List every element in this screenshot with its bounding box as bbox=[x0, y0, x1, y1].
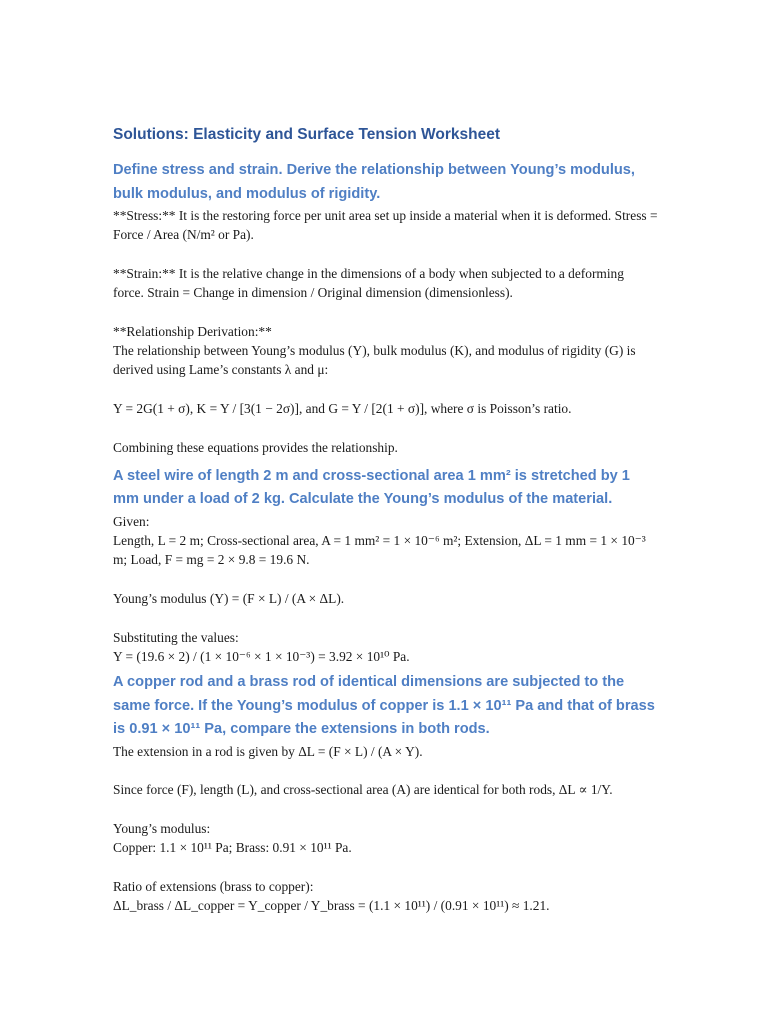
answer-line: Young’s modulus (Y) = (F × L) / (A × ΔL). bbox=[113, 591, 345, 607]
answer-line: The relationship between Young’s modulus (Y), bulk modulus (K), and modulus of rigidity (G) is derived using Lame’s constants λ and μ: bbox=[113, 343, 639, 378]
answer-line: Given: bbox=[113, 513, 150, 529]
question-heading: A steel wire of length 2 m and cross-sectional area 1 mm² is stretched by 1 mm under a load of 2 kg. Calculate the Young’s modulus of the material. bbox=[113, 467, 630, 508]
answer-line: The extension in a rod is given by ΔL = (F × L) / (A × Y). bbox=[113, 743, 423, 759]
answer-line: **Stress:** It is the restoring force per unit area set up inside a material when it is deformed. Stress = Force / Area (N/m² or Pa). bbox=[113, 208, 661, 243]
answer-line: Young’s modulus: bbox=[113, 820, 211, 836]
answer-line: **Relationship Derivation:** bbox=[113, 323, 272, 339]
answer-line: ΔL_brass / ΔL_copper = Y_copper / Y_brass = (1.1 × 10¹¹) / (0.91 × 10¹¹) ≈ 1.21. bbox=[113, 898, 550, 914]
answer-line: Combining these equations provides the relationship. bbox=[113, 439, 398, 455]
answer-line: Copper: 1.1 × 10¹¹ Pa; Brass: 0.91 × 10¹¹ Pa. bbox=[113, 840, 352, 856]
spacer bbox=[113, 302, 658, 321]
answer-line: Length, L = 2 m; Cross-sectional area, A = 1 mm² = 1 × 10⁻⁶ m²; Extension, ΔL = 1 mm = 1 × 10⁻³ m; Load, F = mg = 2 × 9.8 = 19.6 N. bbox=[113, 533, 650, 568]
spacer bbox=[113, 245, 658, 264]
document-body bbox=[113, 124, 661, 915]
question-heading: A copper rod and a brass rod of identical dimensions are subjected to the same force. If the Young’s modulus of copper is 1.1 × 10¹¹ Pa and that of brass is 0.91 × 10¹¹ Pa, compare the extensions in both rods. bbox=[113, 674, 655, 738]
answer-line: Y = 2G(1 + σ), K = Y / [3(1 − 2σ)], and G = Y / [2(1 + σ)], where σ is Poisson’s ratio. bbox=[113, 400, 572, 416]
question-heading: Define stress and strain. Derive the relationship between Young’s modulus, bulk modulus, and modulus of rigidity. bbox=[113, 162, 635, 202]
answer-line: **Strain:** It is the relative change in the dimensions of a body when subjected to a deforming force. Strain = Change in dimension / Original dimension (dimensionless). bbox=[113, 265, 628, 301]
spacer bbox=[113, 380, 658, 399]
spacer bbox=[113, 858, 658, 877]
spacer bbox=[113, 761, 658, 780]
answer-line: Y = (19.6 × 2) / (1 × 10⁻⁶ × 1 × 10⁻³) = 3.92 × 10¹⁰ Pa. bbox=[113, 648, 410, 664]
answer-line: Substituting the values: bbox=[113, 629, 239, 645]
spacer bbox=[113, 570, 658, 589]
spacer bbox=[113, 418, 658, 437]
answer-line: Ratio of extensions (brass to copper): bbox=[113, 878, 314, 894]
answer-block bbox=[113, 512, 658, 666]
spacer bbox=[113, 800, 658, 819]
spacer bbox=[113, 608, 658, 627]
document-title: Solutions: Elasticity and Surface Tension Worksheet bbox=[113, 126, 501, 143]
answer-line: Since force (F), length (L), and cross-sectional area (A) are identical for both rods, ΔL ∝ 1/Y. bbox=[113, 782, 613, 798]
answer-block bbox=[113, 206, 661, 457]
answer-block bbox=[113, 742, 658, 916]
